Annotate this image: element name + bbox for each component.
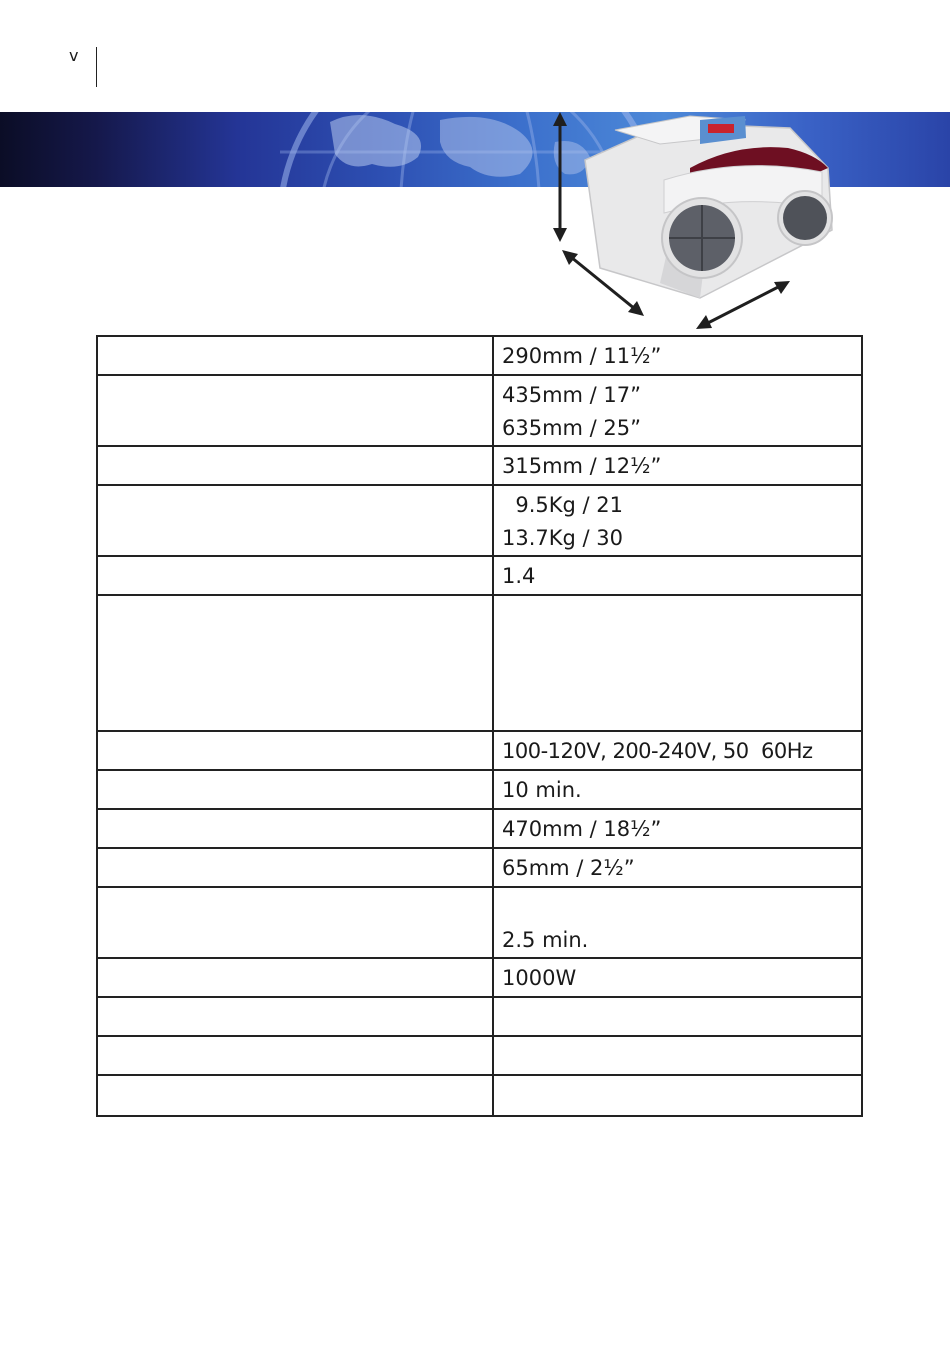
table-row [97, 595, 862, 731]
spec-label [97, 731, 493, 770]
spec-value [493, 485, 862, 556]
spec-value-line: 470mm / 18½” [502, 817, 662, 841]
spec-label [97, 485, 493, 556]
spec-value-line: 1000W [502, 966, 577, 990]
spec-value-line: 635mm / 25” [502, 416, 642, 440]
product-image [540, 108, 850, 333]
spec-value-line: 13.7Kg / 30 [502, 526, 624, 550]
spec-label [97, 958, 493, 997]
spec-label [97, 997, 493, 1036]
table-row [97, 485, 862, 556]
spec-label [97, 770, 493, 809]
spec-label [97, 809, 493, 848]
specifications-table [96, 335, 863, 1117]
table-row [97, 731, 862, 770]
spec-value [493, 375, 862, 446]
spec-value [493, 848, 862, 887]
spec-value-line: 9.5Kg / 21 [502, 493, 623, 517]
page-number-divider [96, 47, 97, 87]
spec-label [97, 848, 493, 887]
spec-value-line: 10 min. [502, 778, 582, 802]
spec-value [493, 556, 862, 595]
spec-value [493, 336, 862, 375]
spec-label [97, 556, 493, 595]
page-number: v [69, 46, 79, 65]
table-row [97, 1075, 862, 1116]
spec-value-line: 1.4 [502, 564, 536, 588]
spec-value [493, 809, 862, 848]
spec-value [493, 958, 862, 997]
table-row [97, 375, 862, 446]
spec-value [493, 595, 862, 731]
spec-value [493, 770, 862, 809]
spec-value [493, 997, 862, 1036]
spec-value [493, 731, 862, 770]
table-row [97, 770, 862, 809]
spec-label [97, 446, 493, 485]
table-row [97, 556, 862, 595]
table-row [97, 887, 862, 958]
table-row [97, 997, 862, 1036]
spec-value-line: 290mm / 11½” [502, 344, 662, 368]
spec-label [97, 1075, 493, 1116]
spec-label [97, 1036, 493, 1075]
spec-value-line: 315mm / 12½” [502, 454, 662, 478]
spec-value [493, 446, 862, 485]
spec-value [493, 1075, 862, 1116]
table-row [97, 848, 862, 887]
spec-value-line: 2.5 min. [502, 928, 589, 952]
spec-label [97, 595, 493, 731]
table-row [97, 336, 862, 375]
table-row [97, 446, 862, 485]
spec-label [97, 336, 493, 375]
spec-value [493, 1036, 862, 1075]
spec-value-line [502, 891, 853, 924]
spec-value-line: 65mm / 2½” [502, 856, 635, 880]
table-row [97, 1036, 862, 1075]
spec-value [493, 887, 862, 958]
spec-label [97, 887, 493, 958]
spec-label [97, 375, 493, 446]
table-row [97, 809, 862, 848]
table-row [97, 958, 862, 997]
spec-value-line: 435mm / 17” [502, 383, 642, 407]
spec-value-line: 100-120V, 200-240V, 50 60Hz [502, 739, 813, 763]
